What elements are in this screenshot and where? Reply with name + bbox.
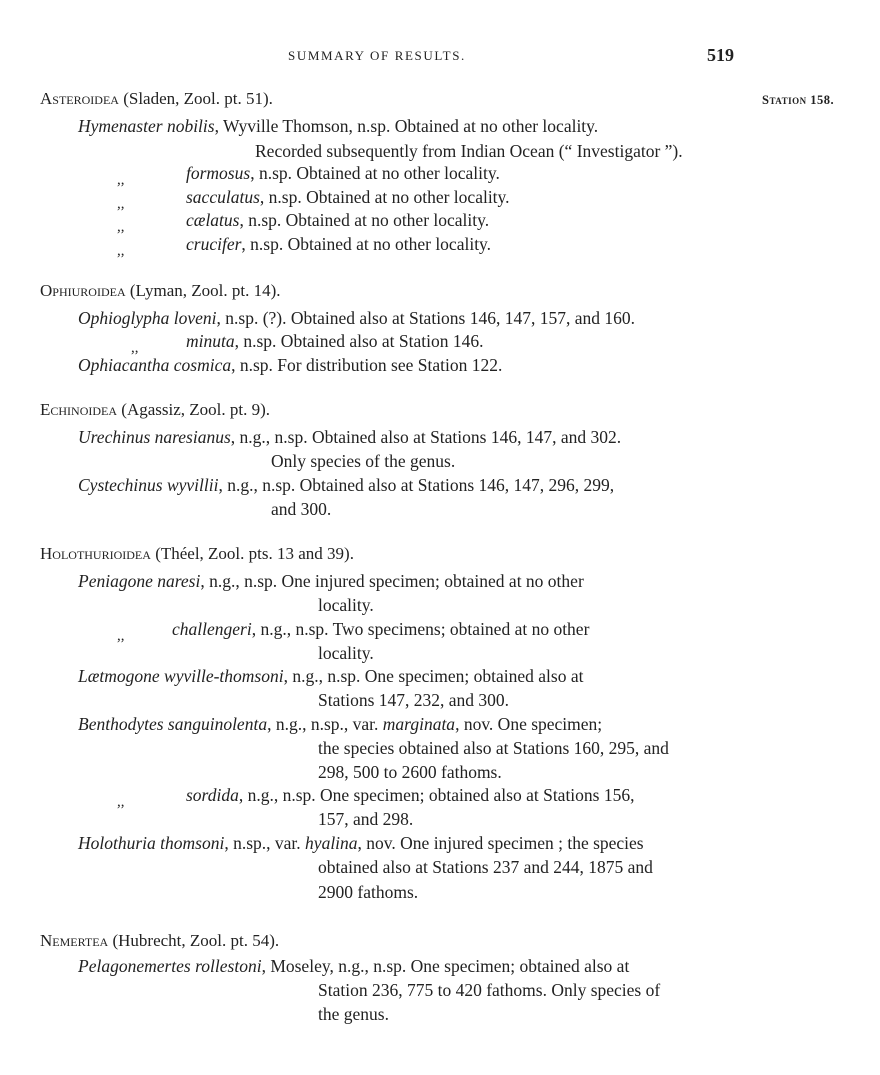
species-entry <box>186 236 491 254</box>
entry-text: , n.sp. Obtained also at Station 146. <box>234 331 484 351</box>
species-name: Peniagone naresi <box>78 571 201 591</box>
section-heading-nemertea <box>40 932 279 949</box>
species-entry <box>78 668 583 686</box>
entry-text: , Moseley, n.g., n.sp. One specimen; obtained also at <box>261 956 630 976</box>
taxon-group-name: Echinoidea <box>40 400 118 419</box>
species-name: Benthodytes sanguinolenta <box>78 714 268 734</box>
ditto-mark: ,, <box>117 219 125 235</box>
species-entry <box>186 333 484 351</box>
species-entry <box>78 573 584 591</box>
entry-continuation: 157, and 298. <box>318 809 414 829</box>
taxon-group-name: Nemertea <box>40 931 109 950</box>
variety-name: marginata <box>382 714 456 734</box>
entry-text: , n.sp. (?). Obtained also at Stations 146, 147, 157, and 160. <box>216 308 636 328</box>
taxon-group-name: Ophiuroidea <box>40 281 126 300</box>
species-name: formosus <box>186 163 251 183</box>
entry-continuation: locality. <box>318 643 374 663</box>
entry-text: , n.sp. For distribution see Station 122. <box>231 355 503 375</box>
zoology-reference: (Agassiz, Zool. pt. 9). <box>121 400 271 419</box>
species-entry <box>78 716 602 734</box>
ditto-mark: ,, <box>117 243 125 259</box>
ditto-mark: ,, <box>117 196 125 212</box>
page-number: 519 <box>707 45 734 65</box>
species-entry <box>186 165 500 183</box>
station-margin-note: Station 158. <box>762 93 835 107</box>
entry-text: , n.g., n.sp. One injured specimen; obtained at no other <box>200 571 584 591</box>
entry-continuation: the genus. <box>318 1004 389 1024</box>
species-entry <box>186 189 510 207</box>
entry-continuation: Station 236, 775 to 420 fathoms. Only species of <box>318 980 661 1000</box>
ditto-mark: ,, <box>131 340 139 356</box>
species-name: challengeri <box>172 619 252 639</box>
entry-continuation: and 300. <box>271 499 332 519</box>
species-entry <box>78 357 502 375</box>
variety-name: hyalina <box>305 833 358 853</box>
species-entry <box>186 787 634 805</box>
species-name: minuta <box>186 331 235 351</box>
entry-continuation: the species obtained also at Stations 160, 295, and <box>318 738 669 758</box>
species-entry <box>78 118 742 136</box>
entry-text: , n.g., n.sp. One specimen; obtained also at <box>283 666 584 686</box>
genus-name: Hymenaster <box>78 116 163 136</box>
zoology-reference: (Théel, Zool. pts. 13 and 39). <box>155 544 354 563</box>
entry-text: , n.g., n.sp. Obtained also at Stations 146, 147, 296, 299, <box>218 475 615 495</box>
species-entry <box>186 212 489 230</box>
section-heading-holothurioidea <box>40 545 354 562</box>
species-name: Urechinus naresianus <box>78 427 231 447</box>
species-name: nobilis <box>166 116 215 136</box>
species-name: sordida <box>186 785 239 805</box>
species-name: Pelagonemertes rollestoni <box>78 956 262 976</box>
species-name: Ophioglypha loveni <box>78 308 217 328</box>
taxon-group-name: Holothurioidea <box>40 544 151 563</box>
species-entry <box>78 429 621 447</box>
species-entry <box>78 310 635 328</box>
entry-text: , Wyville Thomson, n.sp. Obtained at no other locality. <box>214 116 599 136</box>
section-heading-ophiuroidea <box>40 282 280 299</box>
species-name: Holothuria thomsoni <box>78 833 225 853</box>
entry-text: , n.sp. Obtained at no other locality. <box>241 234 492 254</box>
ditto-mark: ,, <box>117 794 125 810</box>
taxon-group-name: Asteroidea <box>40 89 119 108</box>
entry-text: , n.g., n.sp. One specimen; obtained also at Stations 156, <box>238 785 635 805</box>
entry-text: , n.sp. Obtained at no other locality. <box>250 163 500 183</box>
ditto-mark: ,, <box>117 172 125 188</box>
entry-continuation: 298, 500 to 2600 fathoms. <box>318 762 502 782</box>
entry-text: , nov. One injured specimen ; the species <box>357 833 644 853</box>
entry-continuation: 2900 fathoms. <box>318 882 419 902</box>
entry-text: , nov. One specimen; <box>455 714 603 734</box>
section-heading-echinoidea <box>40 401 270 418</box>
entry-continuation: locality. <box>318 595 374 615</box>
species-name: Lætmogone wyville-thomsoni <box>78 666 284 686</box>
zoology-reference: (Lyman, Zool. pt. 14). <box>129 281 281 300</box>
ditto-mark: ,, <box>117 628 125 644</box>
entry-text: , n.g., n.sp. Obtained also at Stations 146, 147, and 302. <box>230 427 622 447</box>
entry-continuation: Stations 147, 232, and 300. <box>318 690 510 710</box>
entry-continuation: Only species of the genus. <box>271 451 456 471</box>
entry-continuation: Recorded subsequently from Indian Ocean (“ Investigator ”). <box>255 141 683 161</box>
species-entry <box>78 835 644 853</box>
entry-text: , n.g., n.sp., var. <box>267 714 379 734</box>
entry-text: , n.sp., var. <box>224 833 301 853</box>
species-entry <box>78 477 614 495</box>
entry-text: , n.g., n.sp. Two specimens; obtained at no other <box>251 619 590 639</box>
species-name: cælatus <box>186 210 240 230</box>
zoology-reference: (Sladen, Zool. pt. 51). <box>123 89 273 108</box>
entry-continuation: obtained also at Stations 237 and 244, 1875 and <box>318 857 653 877</box>
species-name: Cystechinus wyvillii <box>78 475 219 495</box>
section-heading-asteroidea <box>40 90 273 107</box>
species-name: sacculatus <box>186 187 260 207</box>
entry-text: , n.sp. Obtained at no other locality. <box>259 187 510 207</box>
species-entry <box>78 958 629 976</box>
species-entry <box>172 621 589 639</box>
species-name: Ophiacantha cosmica <box>78 355 232 375</box>
zoology-reference: (Hubrecht, Zool. pt. 54). <box>112 931 280 950</box>
entry-text: , n.sp. Obtained at no other locality. <box>239 210 490 230</box>
running-head: SUMMARY OF RESULTS. <box>288 48 466 63</box>
species-name: crucifer <box>186 234 242 254</box>
